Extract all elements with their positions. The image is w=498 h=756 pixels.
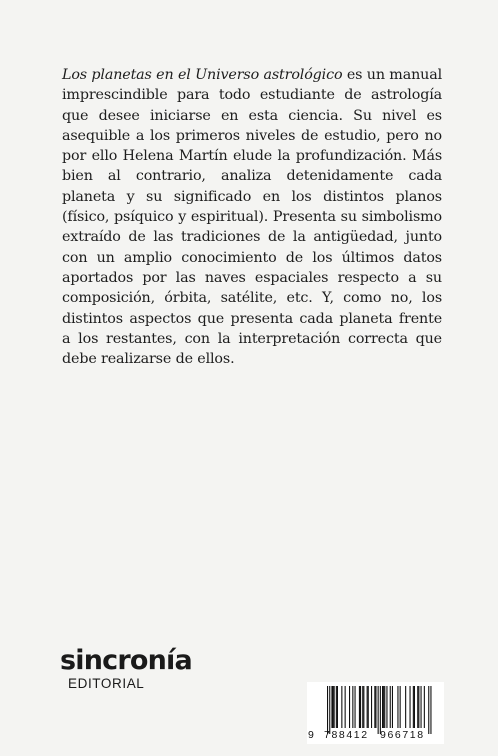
barcode-right-group: 966718 <box>380 729 425 741</box>
barcode-bar <box>382 686 383 728</box>
barcode-bar <box>400 686 401 728</box>
barcode-bar <box>413 686 414 728</box>
publisher-name: sincronía <box>60 645 192 676</box>
barcode-bar <box>421 686 422 728</box>
barcode-bar <box>417 686 418 728</box>
barcode-bar <box>424 686 425 728</box>
barcode-guard-bar <box>428 686 429 734</box>
barcode-bar <box>336 686 337 728</box>
barcode-bar <box>397 686 398 728</box>
barcode-bar <box>392 686 393 728</box>
barcode-bar <box>371 686 372 728</box>
barcode-bar <box>331 686 332 728</box>
barcode-bar <box>359 686 360 728</box>
barcode-bar <box>383 686 384 728</box>
barcode-bar <box>405 686 406 728</box>
barcode-bar <box>345 686 346 728</box>
publisher-logo <box>60 646 200 692</box>
publisher-subtitle: EDITORIAL <box>68 676 145 691</box>
barcode-bar <box>333 686 334 728</box>
barcode-bar <box>367 686 368 728</box>
barcode-guard-bar <box>430 686 431 734</box>
barcode-bar <box>341 686 342 728</box>
isbn-barcode <box>307 682 444 744</box>
barcode-bar <box>374 686 375 728</box>
barcode-bar <box>355 686 356 728</box>
barcode-bar <box>334 686 335 728</box>
barcode-bar <box>337 686 338 728</box>
barcode-lead-digit: 9 <box>308 729 314 741</box>
barcode-left-group: 788412 <box>324 729 369 741</box>
barcode-bar <box>390 686 391 728</box>
barcode-bar <box>414 686 415 728</box>
barcode-bar <box>368 686 369 728</box>
barcode-bar <box>384 686 385 728</box>
barcode-guard-bar <box>329 686 330 734</box>
barcode-bar <box>352 686 353 728</box>
barcode-bar <box>349 686 350 728</box>
barcode-bar <box>410 686 411 728</box>
back-cover-blurb <box>62 65 442 369</box>
barcode-bar <box>360 686 361 728</box>
book-title: Los planetas en el Universo astrológico <box>62 67 343 83</box>
barcode-digits <box>307 729 444 743</box>
barcode-bar <box>362 686 363 728</box>
barcode-guard-bar <box>380 686 381 734</box>
barcode-guard-bar <box>378 686 379 734</box>
barcode-bar <box>386 686 387 728</box>
barcode-bar <box>418 686 419 728</box>
barcode-bar <box>363 686 364 728</box>
barcode-guard-bar <box>327 686 328 734</box>
barcode-bar <box>375 686 376 728</box>
blurb-body: es un manual imprescindible para todo estudiante de astrología que desee iniciarse en esta ciencia. Su nivel es asequible a los primeros niveles de estudio, pero no por ello Helena Martín elude la profundización. Más bien al contrario, analiza detenidamente cada planeta y su significado en los distintos planos (físico, psíquico y espiritual). Presenta su simbolismo extraído de las tradiciones de la antigüedad, junto con un amplio conocimiento de los últimos datos aportados por las naves espaciales respecto a su composición, órbita, satélite, etc. Y, como no, los distintos aspectos que presenta cada planeta frente a los restantes, con la interpretación correcta que debe realizarse de ellos. <box>62 67 442 368</box>
